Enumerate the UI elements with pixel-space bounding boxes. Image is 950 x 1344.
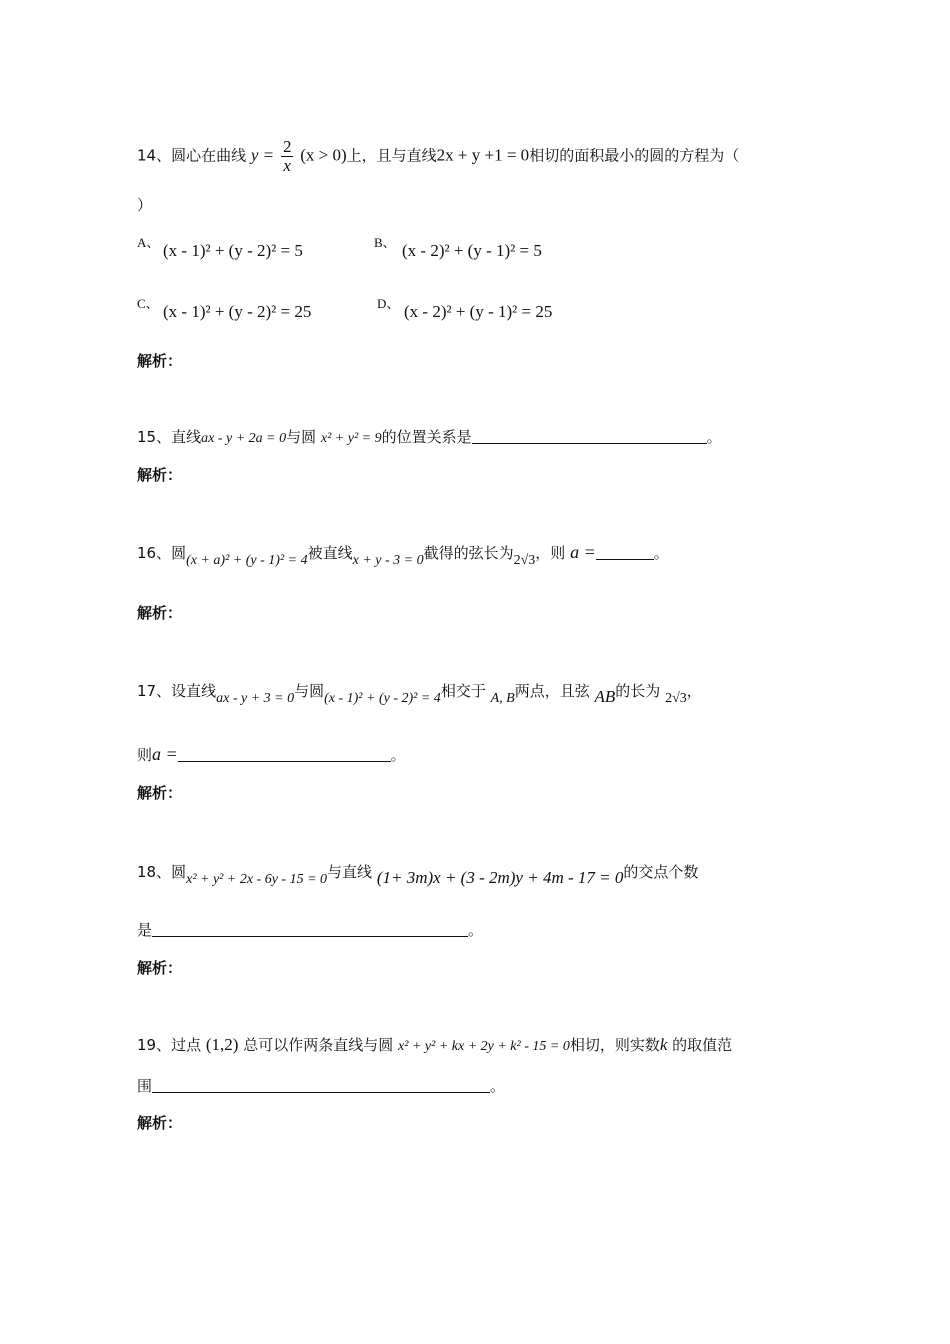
math-expression: AB	[594, 687, 616, 706]
math-expression: a =	[152, 744, 178, 764]
answer-blank[interactable]	[152, 1076, 490, 1093]
question-text: 。	[653, 544, 669, 562]
answer-blank[interactable]	[178, 745, 391, 762]
answer-blank[interactable]	[596, 543, 654, 560]
question-number: 17、	[137, 682, 172, 700]
question-16-analysis: 解析：	[137, 604, 183, 622]
question-text: 。	[706, 428, 722, 446]
math-expression: x² + y² + kx + 2y + k² - 15 = 0	[398, 1039, 570, 1054]
question-number: 14、	[137, 146, 172, 165]
question-text: 直线	[171, 428, 202, 446]
question-17-analysis: 解析：	[137, 784, 183, 802]
question-text: 与直线	[327, 863, 373, 881]
option-a-equation: (x - 1)² + (y - 2)² = 5	[163, 241, 303, 260]
question-17-line-1	[137, 681, 702, 709]
option-c-label: C、	[137, 296, 159, 311]
question-text: 则	[137, 746, 153, 764]
math-expression: a =	[570, 542, 596, 562]
question-18-analysis: 解析：	[137, 959, 183, 977]
math-expression: y =	[250, 145, 275, 165]
option-b-label: B、	[374, 235, 396, 250]
question-text: 被直线	[307, 544, 353, 562]
math-expression: A, B	[490, 691, 515, 706]
question-18-line-1	[137, 862, 698, 890]
question-number: 18、	[137, 863, 172, 881]
question-number: 19、	[137, 1036, 172, 1054]
question-number: 16、	[137, 544, 172, 562]
option-b-equation: (x - 2)² + (y - 1)² = 5	[402, 241, 542, 260]
question-text: 设直线	[171, 682, 217, 700]
question-text: 两点，且弦	[514, 682, 590, 700]
question-text: 。	[390, 746, 406, 764]
math-expression: (x + a)² + (y - 1)² = 4	[186, 553, 308, 568]
option-a-label: A、	[137, 235, 160, 250]
question-17-line-2	[137, 744, 406, 765]
question-text: 与圆	[286, 428, 317, 446]
question-text: 上，且与直线	[346, 146, 437, 165]
question-text: 的位置关系是	[381, 428, 472, 446]
question-text: 。	[468, 921, 484, 939]
math-expression: k	[659, 1035, 668, 1054]
math-expression: x² + y² + 2x - 6y - 15 = 0	[186, 872, 328, 887]
question-text: 过点	[171, 1036, 202, 1054]
option-d-equation: (x - 2)² + (y - 1)² = 25	[404, 302, 553, 321]
question-18-line-2	[137, 920, 483, 940]
question-15-analysis: 解析：	[137, 466, 183, 484]
question-19-line-1	[137, 1035, 732, 1057]
question-19-analysis: 解析：	[137, 1114, 183, 1132]
question-text: 的长为	[615, 682, 661, 700]
question-text: 围	[137, 1077, 153, 1095]
question-text: 总可以作两条直线与圆	[243, 1036, 394, 1054]
math-expression: 2√3	[665, 691, 687, 706]
question-text: 截得的弦长为	[423, 544, 514, 562]
question-19-line-2	[137, 1076, 505, 1096]
question-text: 圆	[171, 863, 187, 881]
answer-blank[interactable]	[152, 920, 468, 937]
answer-blank[interactable]	[472, 427, 707, 444]
math-expression: 2x + y +1 = 0	[436, 145, 530, 165]
fraction-numerator: 2	[282, 137, 292, 156]
question-15-line-1	[137, 427, 722, 449]
question-number: 15、	[137, 428, 172, 446]
question-text: 圆	[171, 544, 187, 562]
question-16-line-1	[137, 542, 669, 571]
question-text: 的交点个数	[623, 863, 699, 881]
question-text: 相切的面积最小的圆的方程为（	[529, 146, 740, 165]
question-text: ，	[686, 682, 702, 700]
question-text: 。	[490, 1077, 506, 1095]
math-expression: (x - 1)² + (y - 2)² = 4	[324, 691, 441, 706]
question-text: 相切，则实数	[569, 1036, 660, 1054]
option-c-equation: (x - 1)² + (y - 2)² = 25	[163, 302, 312, 321]
fraction-denominator: x	[283, 156, 291, 175]
math-expression: x + y - 3 = 0	[352, 553, 424, 568]
option-d-label: D、	[377, 296, 400, 311]
question-text: 与圆	[294, 682, 325, 700]
math-expression: (1+ 3m)x + (3 - 2m)y + 4m - 17 = 0	[376, 868, 624, 887]
question-text: 圆心在曲线	[171, 146, 247, 165]
math-expression: (1,2)	[205, 1035, 239, 1054]
question-text: 的取值范	[672, 1036, 733, 1054]
question-text: 相交于	[440, 682, 486, 700]
math-expression: x² + y² = 9	[320, 431, 382, 446]
question-text: ，则	[535, 544, 566, 562]
question-14-line-2	[137, 195, 152, 215]
fraction	[281, 138, 294, 175]
math-expression: 2√3	[513, 553, 536, 568]
math-expression: ax - y + 2a = 0	[201, 431, 287, 446]
math-expression: (x > 0)	[300, 145, 347, 165]
math-expression: ax - y + 3 = 0	[216, 691, 295, 706]
question-text: 是	[137, 921, 153, 939]
question-14-analysis: 解析：	[137, 352, 183, 370]
question-text: ）	[137, 196, 153, 214]
question-14-line-1	[137, 138, 739, 175]
